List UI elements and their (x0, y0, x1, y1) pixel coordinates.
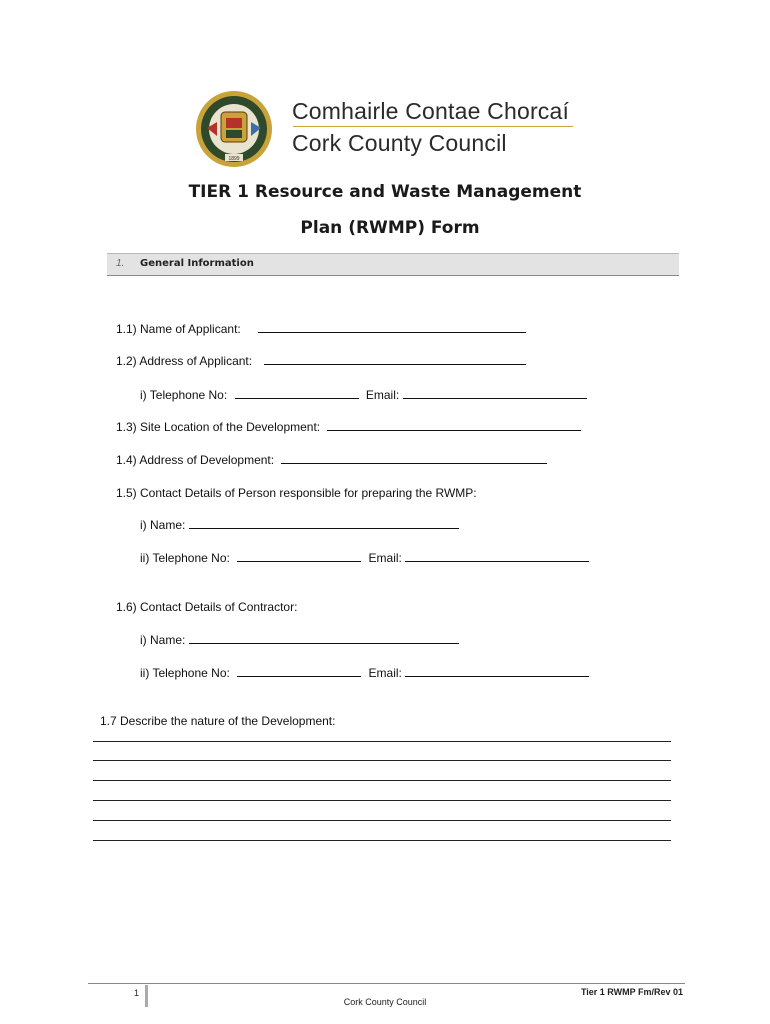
field-label: 1.6) Contact Details of Contractor: (116, 600, 298, 614)
field-label: 1.1) Name of Applicant: (116, 322, 241, 336)
field-rwmp-telephone-email (140, 551, 589, 565)
description-input-line[interactable] (93, 760, 671, 761)
field-label: 1.2) Address of Applicant: (116, 354, 253, 368)
field-site-location (116, 420, 581, 434)
section-title: General Information (140, 258, 254, 269)
rwmp-telephone-input-line[interactable] (237, 551, 361, 562)
contractor-email-input-line[interactable] (405, 666, 589, 677)
field-label: i) Telephone No: (140, 388, 228, 402)
council-crest-icon (195, 88, 273, 170)
name-of-applicant-input-line[interactable] (258, 322, 526, 333)
field-label: 1.4) Address of Development: (116, 453, 275, 467)
field-label: Email: (368, 666, 402, 680)
description-input-line[interactable] (93, 741, 671, 742)
field-label: ii) Telephone No: (140, 666, 230, 680)
field-describe-nature (100, 714, 335, 728)
address-of-applicant-input-line[interactable] (264, 354, 526, 365)
field-label: 1.3) Site Location of the Development: (116, 420, 321, 434)
applicant-telephone-input-line[interactable] (235, 388, 359, 399)
site-location-input-line[interactable] (327, 420, 581, 431)
description-input-line[interactable] (93, 820, 671, 821)
form-title-line-1: TIER 1 Resource and Waste Management (188, 182, 582, 202)
logo-text-english: Cork County Council (292, 130, 507, 156)
footer-council-name: Cork County Council (343, 997, 427, 1007)
description-input-line[interactable] (93, 800, 671, 801)
field-contractor-telephone-email (140, 666, 589, 680)
field-address-of-development (116, 453, 547, 467)
form-title-line-2: Plan (RWMP) Form (300, 218, 480, 238)
field-contractor-name (140, 633, 459, 647)
field-label: i) Name: (140, 633, 186, 647)
field-label: 1.5) Contact Details of Person responsible for preparing the RWMP: (116, 486, 477, 500)
field-label: i) Name: (140, 518, 186, 532)
footer-form-reference: Tier 1 RWMP Fm/Rev 01 (580, 987, 683, 997)
contractor-name-input-line[interactable] (189, 633, 459, 644)
council-logo (195, 88, 580, 170)
field-address-of-applicant (116, 354, 526, 368)
field-applicant-telephone-email (140, 388, 587, 402)
field-label: Email: (365, 388, 400, 402)
page-number: 1 (134, 988, 140, 998)
applicant-email-input-line[interactable] (403, 388, 587, 399)
svg-text:1899: 1899 (228, 156, 240, 162)
footer-divider (88, 983, 685, 984)
address-of-development-input-line[interactable] (281, 453, 547, 464)
field-rwmp-contact-heading (116, 486, 477, 500)
description-input-line[interactable] (93, 780, 671, 781)
contractor-telephone-input-line[interactable] (237, 666, 361, 677)
rwmp-email-input-line[interactable] (405, 551, 589, 562)
section-number: 1. (116, 258, 125, 269)
field-label: 1.7 Describe the nature of the Development: (100, 714, 336, 728)
field-contractor-heading (116, 600, 297, 614)
logo-text-irish: Comhairle Contae Chorcaí (292, 98, 570, 124)
section-header (107, 253, 679, 276)
rwmp-name-input-line[interactable] (189, 518, 459, 529)
field-name-of-applicant (116, 322, 526, 336)
field-label: Email: (368, 551, 402, 565)
field-label: ii) Telephone No: (140, 551, 230, 565)
logo-divider (293, 126, 573, 127)
description-input-line[interactable] (93, 840, 671, 841)
field-rwmp-name (140, 518, 459, 532)
